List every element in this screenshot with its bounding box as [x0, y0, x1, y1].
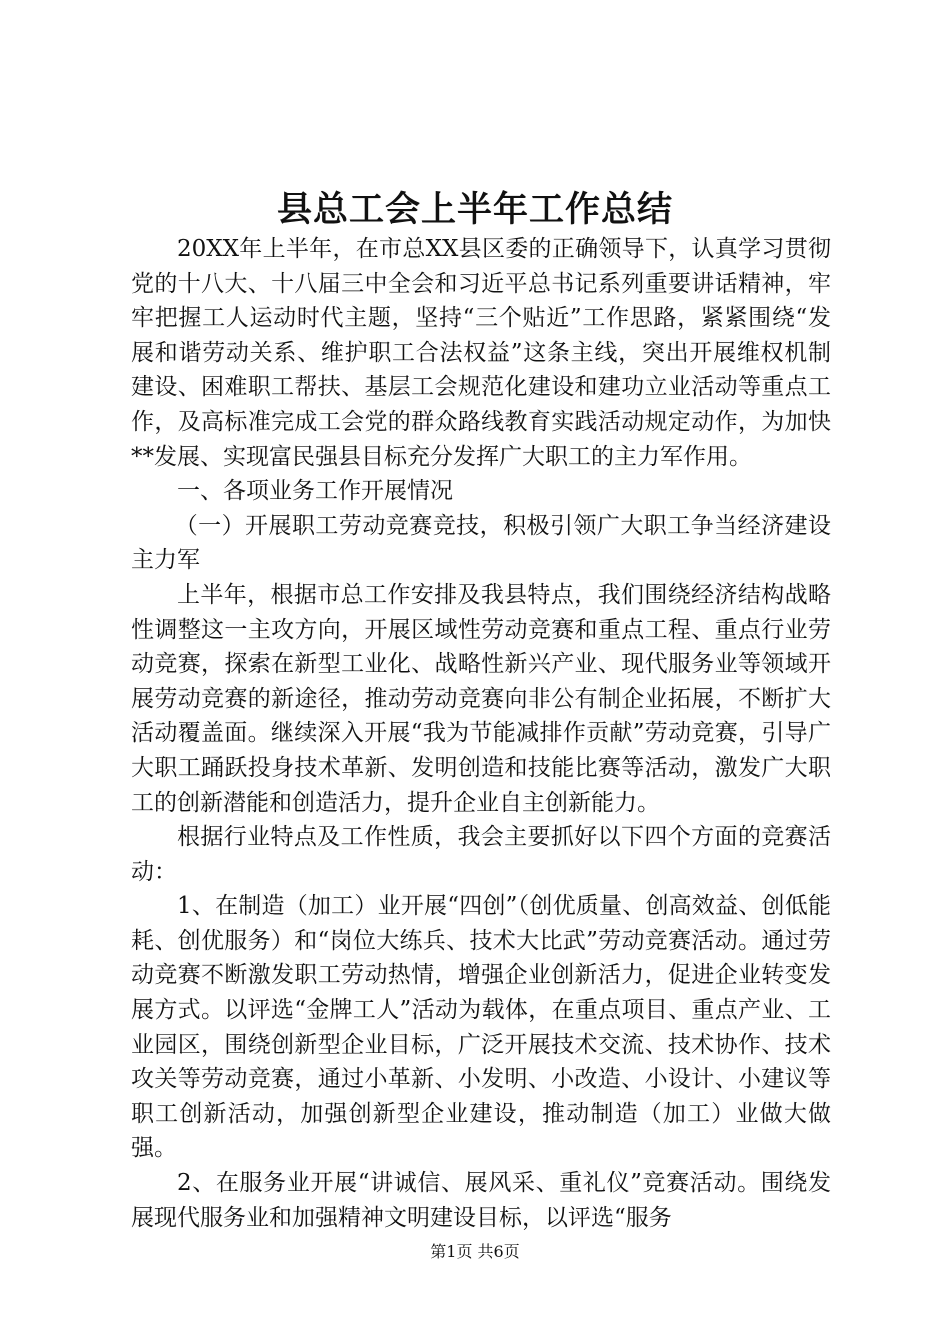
section-heading: 一、各项业务工作开展情况 [177, 478, 453, 505]
subsection-heading: （一）开展职工劳动竞赛竞技，积极引领广大职工争当经济建设主力军 [131, 512, 831, 574]
body-paragraph: 根据行业特点及工作性质，我会主要抓好以下四个方面的竞赛活动： [131, 824, 831, 885]
document-body [131, 232, 831, 1235]
intro-paragraph: 20XX年上半年，在市总XX县区委的正确领导下，认真学习贯彻党的十八大、十八届三中全会和习近平总书记系列重要讲话精神，牢牢把握工人运动时代主题，坚持“三个贴近”工作思路，紧紧围绕“发展和谐劳动关系、维护职工合法权益”这条主线，突出开展维权机制建设、困难职工帮扶、基层工会规范化建设和建功立业活动等重点工作，及高标准完成工会党的群众路线教育实践活动规定动作，为加快**发展、实现富民强县目标充分发挥广大职工的主力军作用。 [131, 236, 831, 470]
list-item-paragraph: 1、在制造（加工）业开展“四创”（创优质量、创高效益、创低能耗、创优服务）和“岗位大练兵、技术大比武”劳动竞赛活动。通过劳动竞赛不断激发职工劳动热情，增强企业创新活力，促进企业转变发展方式。以评选“金牌工人”活动为载体，在重点项目、重点产业、工业园区，围绕创新型企业目标，广泛开展技术交流、技术协作、技术攻关等劳动竞赛，通过小革新、小发明、小改造、小设计、小建议等职工创新活动，加强创新型企业建设，推动制造（加工）业做大做强。 [131, 893, 831, 1162]
document-title: 县总工会上半年工作总结 [276, 189, 673, 230]
body-paragraph: 上半年，根据市总工作安排及我县特点，我们围绕经济结构战略性调整这一主攻方向，开展区域性劳动竞赛和重点工程、重点行业劳动竞赛，探索在新型工业化、战略性新兴产业、现代服务业等领域开展劳动竞赛的新途径，推动劳动竞赛向非公有制企业拓展，不断扩大活动覆盖面。继续深入开展“我为节能减排作贡献”劳动竞赛，引导广大职工踊跃投身技术革新、发明创造和技能比赛等活动，激发广大职工的创新潜能和创造活力，提升企业自主创新能力。 [131, 581, 831, 816]
page-footer: 第1页 共6页 [430, 1242, 520, 1261]
list-item-paragraph: 2、在服务业开展“讲诚信、展风采、重礼仪”竞赛活动。围绕发展现代服务业和加强精神文明建设目标，以评选“服务 [131, 1170, 831, 1231]
